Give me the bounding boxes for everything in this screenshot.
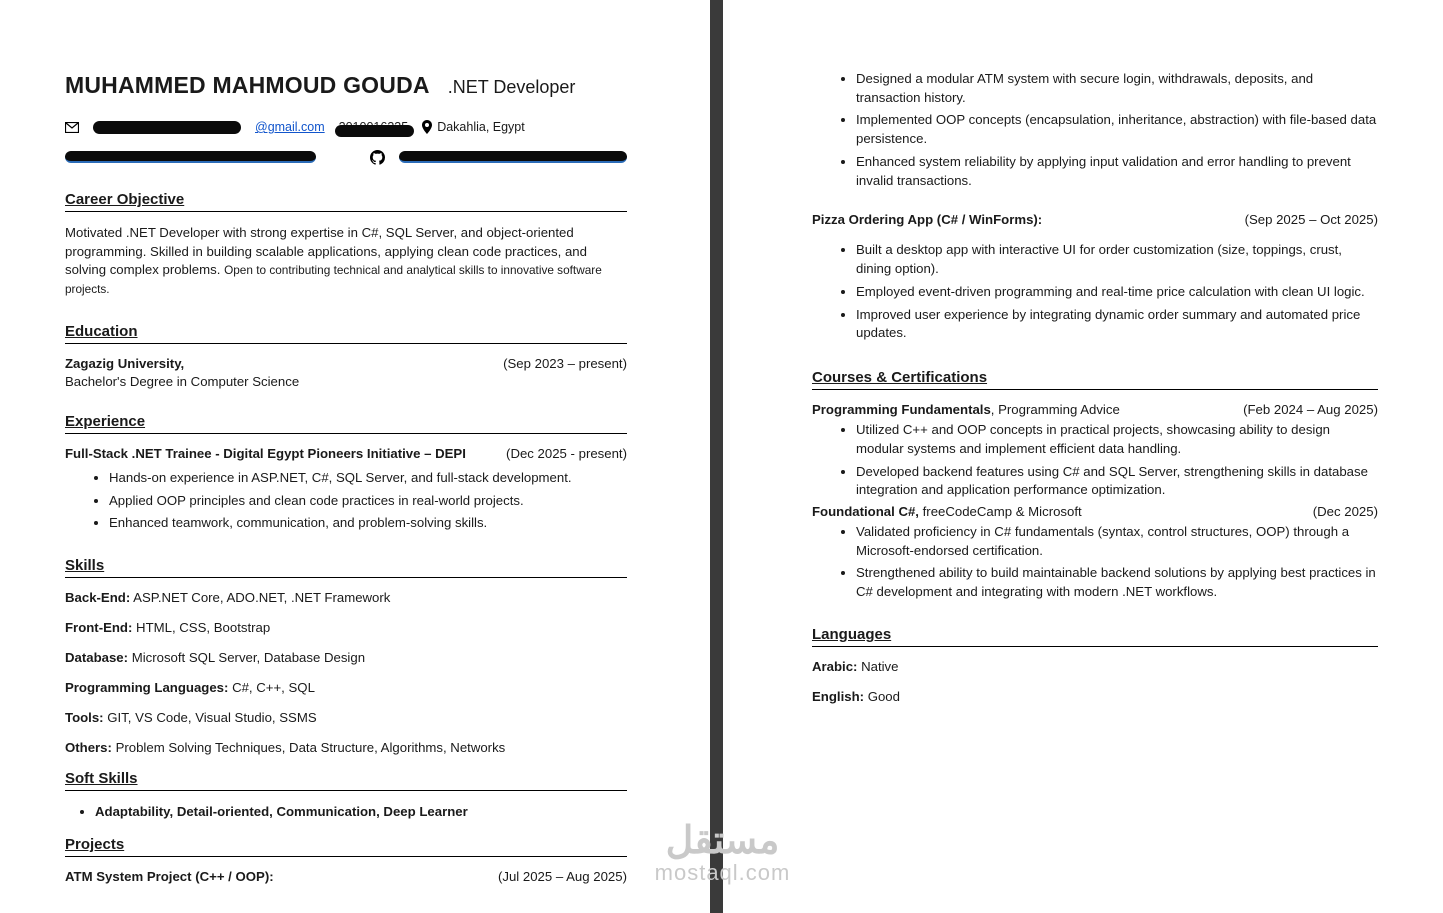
language-label: English:: [812, 688, 865, 704]
contact-row-1: [65, 117, 627, 137]
course-2-title: [812, 504, 1082, 519]
left-column: [65, 0, 627, 887]
language-arabic: [812, 659, 1378, 674]
section-education: [65, 323, 627, 344]
project-atm-bullets: [812, 70, 1378, 190]
section-skills-label: Skills: [65, 557, 105, 575]
skill-value: C#, C++, SQL: [228, 680, 315, 696]
section-soft-skills-label: Soft Skills: [65, 770, 138, 788]
section-career-objective: [65, 191, 627, 212]
experience-role: Full-Stack .NET Trainee - Digital Egypt Pioneers Initiative – DEPI: [65, 445, 466, 461]
course-1-date: (Feb 2024 – Aug 2025): [1243, 402, 1378, 418]
soft-skills-bullet: • Adaptability, Detail-oriented, Communication, Deep Learner: [95, 803, 627, 822]
email-link[interactable]: @gmail.com: [255, 120, 325, 134]
education-degree: Bachelor's Degree in Computer Science: [65, 373, 300, 389]
redacted-github-link[interactable]: [399, 151, 627, 163]
project-pizza-bullet: • Improved user experience by integrating dynamic order summary and automated price updates.: [856, 306, 1378, 343]
project-atm-bullet: • Enhanced system reliability by applying input validation and error handling to prevent invalid transactions.: [856, 153, 1378, 190]
redacted-email: [93, 121, 241, 134]
language-label: Arabic:: [812, 658, 858, 674]
project-atm-title: ATM System Project (C++ / OOP):: [65, 868, 274, 884]
skill-label: Tools:: [65, 710, 104, 726]
project-atm-bullet: • Implemented OOP concepts (encapsulation, inheritance, abstraction) with file-based data persistence.: [856, 111, 1378, 148]
skill-line-frontend: [65, 620, 627, 635]
section-courses: [812, 369, 1378, 390]
course-1-bullet: • Utilized C++ and OOP concepts in practical projects, showcasing ability to design modular systems and implement efficient data handling.: [856, 421, 1378, 458]
skill-line-tools: [65, 710, 627, 725]
section-experience-label: Experience: [65, 412, 146, 430]
location-text: Dakahlia, Egypt: [437, 120, 525, 134]
right-column: [812, 0, 1378, 719]
redacted-phone: [335, 125, 415, 137]
course-2-name: Foundational C#,: [812, 504, 919, 520]
skill-value: GIT, VS Code, Visual Studio, SSMS: [103, 710, 317, 726]
course-2-bullet: • Strengthened ability to build maintainable backend solutions by applying best practices in C# development and integrating with modern .NET workflows.: [856, 564, 1378, 601]
project-atm-bullet: • Designed a modular ATM system with secure login, withdrawals, deposits, and transaction history.: [856, 70, 1378, 107]
location-pin-icon: [422, 120, 432, 134]
language-english: [812, 689, 1378, 704]
experience-bullet: • Applied OOP principles and clean code practices in real-world projects.: [109, 492, 627, 511]
skill-value: Problem Solving Techniques, Data Structure, Algorithms, Networks: [111, 740, 506, 756]
experience-date: (Dec 2025 - present): [506, 445, 627, 461]
contact-row-2: [65, 147, 627, 167]
candidate-title: .NET Developer: [447, 77, 576, 97]
section-languages-label: Languages: [812, 625, 892, 643]
project-atm-title-row: [65, 869, 627, 884]
project-pizza-bullet: • Built a desktop app with interactive UI for order customization (size, toppings, crust, dining option).: [856, 241, 1378, 278]
section-skills: [65, 557, 627, 578]
github-icon: [370, 150, 385, 165]
career-objective-text: [65, 224, 627, 299]
career-objective-main: Motivated .NET Developer with strong expertise in C#, SQL Server, and object-oriented programming. Skilled in building scalable applications, applying clean code practices, and solving complex problems.: [65, 225, 587, 278]
location: [422, 120, 525, 134]
experience-entry: [65, 446, 627, 461]
section-courses-label: Courses & Certifications: [812, 369, 988, 387]
watermark-domain: mostaql.com: [654, 860, 791, 885]
course-2-provider: freeCodeCamp & Microsoft: [918, 504, 1082, 520]
skill-line-backend: [65, 590, 627, 605]
language-value: Native: [857, 658, 899, 674]
candidate-name: MUHAMMED MAHMOUD GOUDA: [65, 72, 430, 98]
section-projects-label: Projects: [65, 835, 125, 853]
language-value: Good: [864, 688, 900, 704]
skill-line-others: [65, 740, 627, 755]
section-languages: [812, 626, 1378, 647]
skill-line-languages: [65, 680, 627, 695]
skill-line-database: [65, 650, 627, 665]
course-1-bullet: • Developed backend features using C# and SQL Server, strengthening skills in database integration and application performance optimization.: [856, 463, 1378, 500]
skill-label: Database:: [65, 650, 129, 666]
project-atm-date: (Jul 2025 – Aug 2025): [497, 868, 627, 884]
skill-value: ASP.NET Core, ADO.NET, .NET Framework: [130, 590, 391, 606]
section-experience: [65, 413, 627, 434]
project-pizza-title-row: [812, 212, 1378, 227]
course-2-title-row: [812, 504, 1378, 519]
education-entry: [65, 356, 627, 371]
course-2-date: (Dec 2025): [1312, 504, 1378, 520]
project-pizza-date: (Sep 2025 – Oct 2025): [1244, 212, 1378, 228]
section-education-label: Education: [65, 322, 138, 340]
skill-label: Others:: [65, 740, 112, 756]
email-icon: [65, 122, 79, 133]
experience-bullet: • Hands-on experience in ASP.NET, C#, SQL Server, and full-stack development.: [109, 469, 627, 488]
phone-number: [339, 120, 409, 134]
skill-label: Front-End:: [65, 620, 133, 636]
course-1-provider: , Programming Advice: [990, 402, 1120, 418]
experience-bullet: • Enhanced teamwork, communication, and problem-solving skills.: [109, 514, 627, 533]
soft-skills-bullets: [65, 803, 627, 822]
course-2-bullets: [812, 523, 1378, 602]
skill-value: HTML, CSS, Bootstrap: [132, 620, 271, 636]
watermark-arabic: مستقل: [665, 820, 780, 862]
redacted-linkedin-link[interactable]: [65, 151, 316, 163]
section-projects: [65, 836, 627, 857]
section-career-objective-label: Career Objective: [65, 191, 185, 208]
header: [65, 72, 627, 99]
course-1-bullets: [812, 421, 1378, 500]
project-pizza-bullets: [812, 241, 1378, 343]
experience-bullets: [65, 469, 627, 533]
education-school: Zagazig University,: [65, 355, 185, 371]
project-pizza-bullet: • Employed event-driven programming and real-time price calculation with clean UI logic.: [856, 283, 1378, 302]
course-1-title-row: [812, 402, 1378, 417]
education-date: (Sep 2023 – present): [503, 355, 627, 371]
course-1-name: Programming Fundamentals: [812, 402, 991, 418]
skill-label: Programming Languages:: [65, 680, 229, 696]
page-divider: [710, 0, 723, 913]
section-soft-skills: [65, 770, 627, 791]
course-2-bullet: • Validated proficiency in C# fundamentals (syntax, control structures, OOP) through a Microsoft-endorsed certification.: [856, 523, 1378, 560]
course-1-title: [812, 402, 1120, 417]
skill-value: Microsoft SQL Server, Database Design: [128, 650, 366, 666]
career-objective-small: Open to contributing technical and analytical skills to innovative software projects.: [65, 263, 602, 297]
skill-label: Back-End:: [65, 590, 131, 606]
project-pizza-title: Pizza Ordering App (C# / WinForms):: [812, 212, 1043, 228]
